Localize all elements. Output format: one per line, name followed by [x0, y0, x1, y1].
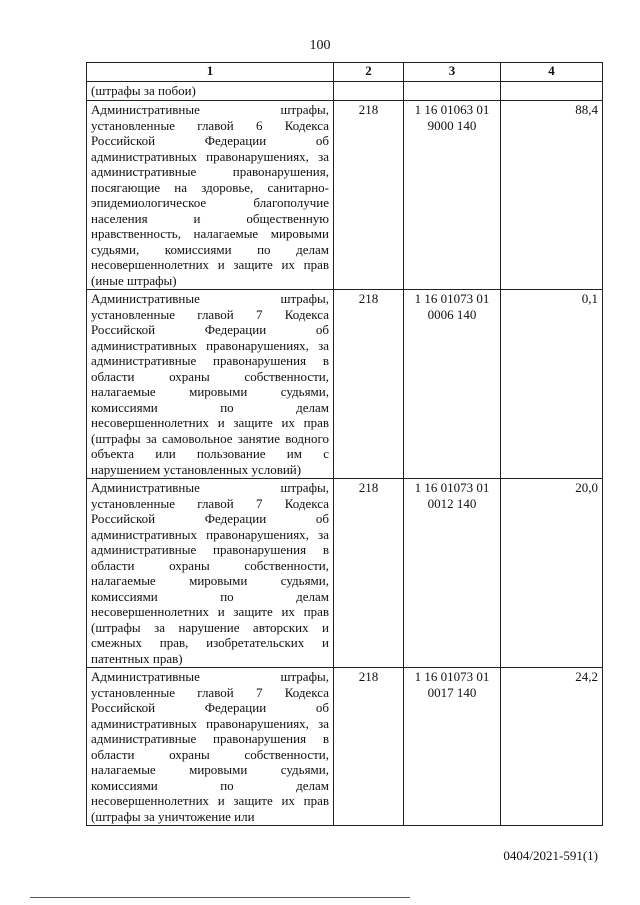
- kbk-cell: 1 16 01073 01 0017 140: [404, 668, 501, 826]
- kbk-cell: 1 16 01063 01 9000 140: [404, 101, 501, 290]
- code-cell: 218: [334, 479, 404, 668]
- description-cell: Административные штрафы, установленные главой 7 Кодекса Российской Федерации об административных правонарушениях, за административные правонарушения в области охраны собственности, налагаемые мировыми судьями, комиссиями по делам несовершеннолетних и защите их прав (штрафы за самовольное занятие водного объекта или пользование им с нарушением установленных условий): [87, 290, 334, 479]
- description-cell: Административные штрафы, установленные главой 7 Кодекса Российской Федерации об административных правонарушениях, за административные правонарушения в области охраны собственности, налагаемые мировыми судьями, комиссиями по делам несовершеннолетних и защите их прав (штрафы за нарушение авторских и смежных прав, изобретательских и патентных прав): [87, 479, 334, 668]
- description-cell: Административные штрафы, установленные главой 6 Кодекса Российской Федерации об административных правонарушениях, за административные правонарушения, посягающие на здоровье, санитарно-эпидемиологическое благополучие населения и общественную нравственность, налагаемые мировыми судьями, комиссиями по делам несовершеннолетних и защите их прав (иные штрафы): [87, 101, 334, 290]
- code-cell: 218: [334, 668, 404, 826]
- table-row-continuation: [87, 82, 603, 101]
- description-cell: Административные штрафы, установленные главой 7 Кодекса Российской Федерации об административных правонарушениях, за административные правонарушения в области охраны собственности, налагаемые мировыми судьями, комиссиями по делам несовершеннолетних и защите их прав (штрафы за уничтожение или: [87, 668, 334, 826]
- document-code: 0404/2021-591(1): [503, 848, 598, 863]
- footer-divider: [30, 897, 410, 898]
- kbk-cell: 1 16 01073 01 0006 140: [404, 290, 501, 479]
- kbk-cell: 1 16 01073 01 0012 140: [404, 479, 501, 668]
- page-number: 100: [309, 38, 331, 53]
- amount-cell: 0,1: [501, 290, 603, 479]
- table-row: [87, 668, 603, 826]
- kbk-cell: [404, 82, 501, 101]
- column-header: 2: [334, 63, 404, 82]
- table-header-row: [87, 63, 603, 82]
- revenue-table: [86, 62, 603, 826]
- column-header: 3: [404, 63, 501, 82]
- column-header: 4: [501, 63, 603, 82]
- amount-cell: 88,4: [501, 101, 603, 290]
- amount-cell: 24,2: [501, 668, 603, 826]
- amount-cell: 20,0: [501, 479, 603, 668]
- description-cell: (штрафы за побои): [87, 82, 334, 101]
- code-cell: 218: [334, 290, 404, 479]
- code-cell: [334, 82, 404, 101]
- table-row: [87, 479, 603, 668]
- code-cell: 218: [334, 101, 404, 290]
- table-row: [87, 290, 603, 479]
- column-header: 1: [87, 63, 334, 82]
- table-row: [87, 101, 603, 290]
- amount-cell: [501, 82, 603, 101]
